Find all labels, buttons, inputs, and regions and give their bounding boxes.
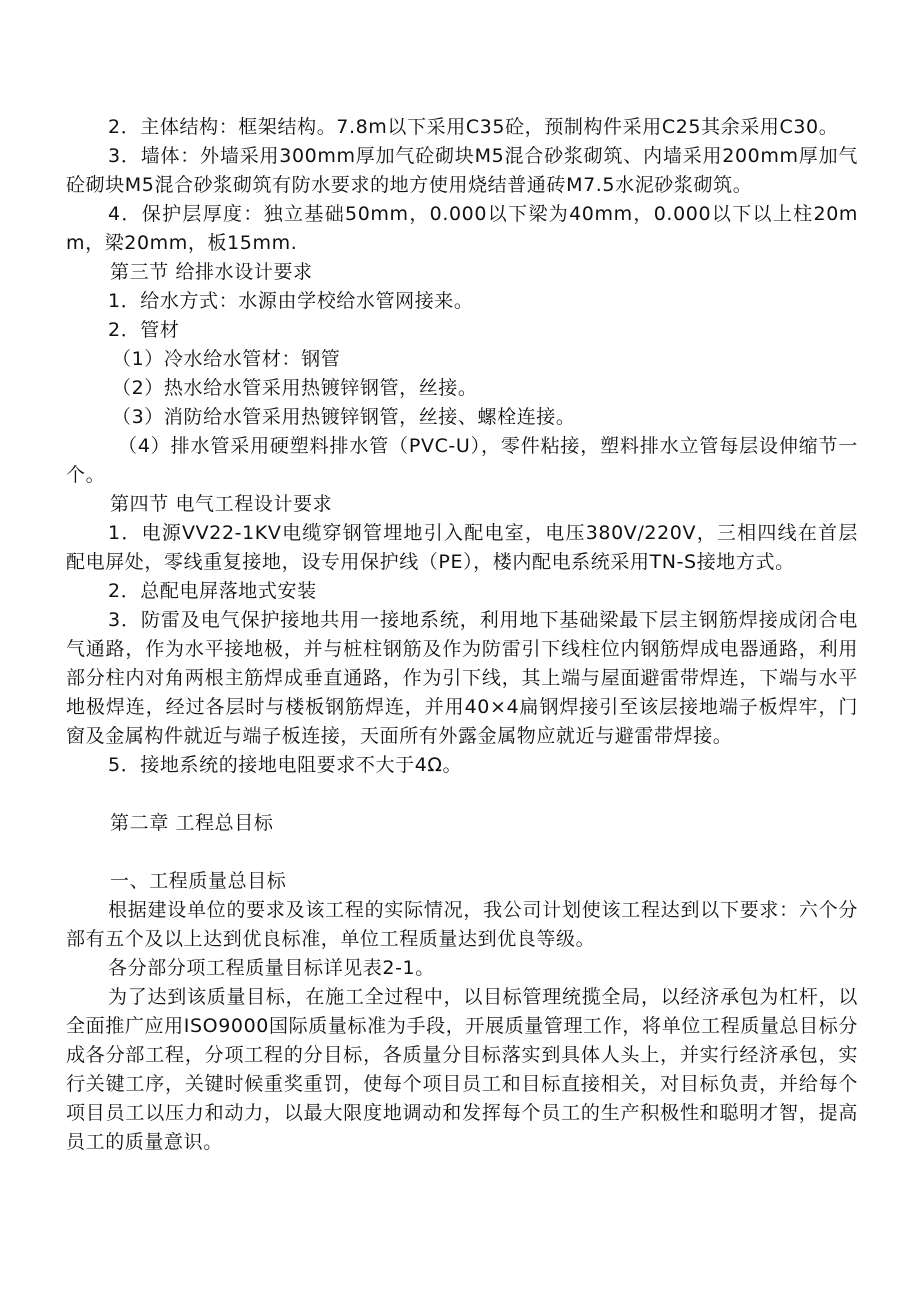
paragraph-power-supply: 1．电源VV22-1KV电缆穿钢管埋地引入配电室，电压380V/220V，三相四线在首层配电屏处，零线重复接地，设专用保护线（PE），楼内配电系统采用TN-S接地方式。 — [66, 522, 858, 573]
list-item-cold-water: （1）冷水给水管材：钢管 — [112, 348, 341, 370]
list-item-drainage: （4）排水管采用硬塑料排水管（PVC-U），零件粘接，塑料排水立管每层设伸缩节一个。 — [66, 435, 858, 486]
paragraph-water-supply: 1．给水方式：水源由学校给水管网接来。 — [108, 290, 474, 312]
paragraph-walls: 3．墙体：外墙采用300mm厚加气砼砌块M5混合砂浆砌筑、内墙采用200mm厚加气砼砌块M5混合砂浆砌筑有防水要求的地方使用烧结普通砖M7.5水泥砂浆砌筑。 — [66, 145, 858, 196]
paragraph-distribution-panel: 2．总配电屏落地式安装 — [108, 580, 317, 602]
paragraph-grounding-resistance: 5．接地系统的接地电阻要求不大于4Ω。 — [108, 754, 463, 776]
paragraph-cover-thickness: 4．保护层厚度：独立基础50mm，0.000以下梁为40mm，0.000以下以上柱20mm，梁20mm，板15mm. — [66, 203, 858, 254]
paragraph-quality-management: 为了达到该质量目标，在施工全过程中，以目标管理统揽全局，以经济承包为杠杆，以全面推广应用ISO9000国际质量标准为手段，开展质量管理工作，将单位工程质量总目标分成各分部工程，分项工程的分目标，各质量分目标落实到具体人头上，并实行经济承包，实行关键工序，关键时候重奖重罚，使每个项目员工和目标直接相关，对目标负责，并给每个项目员工以压力和动力，以最大限度地调动和发挥每个员工的生产积极性和聪明才智，提高员工的质量意识。 — [66, 986, 858, 1153]
paragraph-pipe-materials: 2．管材 — [108, 319, 180, 341]
paragraph-quality-requirements: 根据建设单位的要求及该工程的实际情况，我公司计划使该工程达到以下要求：六个分部有五个及以上达到优良标准，单位工程质量达到优良等级。 — [66, 899, 858, 950]
section-heading-plumbing: 第三节 给排水设计要求 — [110, 261, 313, 283]
section-heading-electrical: 第四节 电气工程设计要求 — [110, 493, 333, 515]
list-item-hot-water: （2）热水给水管采用热镀锌钢管，丝接。 — [112, 377, 478, 399]
list-item-fire-water: （3）消防给水管采用热镀锌钢管，丝接、螺栓连接。 — [112, 406, 576, 428]
chapter-heading-goals: 第二章 工程总目标 — [110, 812, 274, 834]
paragraph-quality-table-ref: 各分部分项工程质量目标详见表2-1。 — [108, 957, 435, 979]
paragraph-main-structure: 2．主体结构：框架结构。7.8m以下采用C35砼，预制构件采用C25其余采用C30。 — [108, 116, 839, 138]
subheading-quality-goal: 一、工程质量总目标 — [110, 870, 287, 892]
paragraph-lightning-protection: 3．防雷及电气保护接地共用一接地系统，利用地下基础梁最下层主钢筋焊接成闭合电气通路，作为水平接地极，并与桩柱钢筋及作为防雷引下线柱位内钢筋焊成电器通路，利用部分柱内对角两根主筋焊成垂直通路，作为引下线，其上端与屋面避雷带焊连，下端与水平地极焊连，经过各层时与楼板钢筋焊连，并用40×4扁钢焊接引至该层接地端子板焊牢，门窗及金属构件就近与端子板连接，天面所有外露金属物应就近与避雷带焊接。 — [66, 609, 858, 747]
document-body — [66, 113, 858, 1157]
